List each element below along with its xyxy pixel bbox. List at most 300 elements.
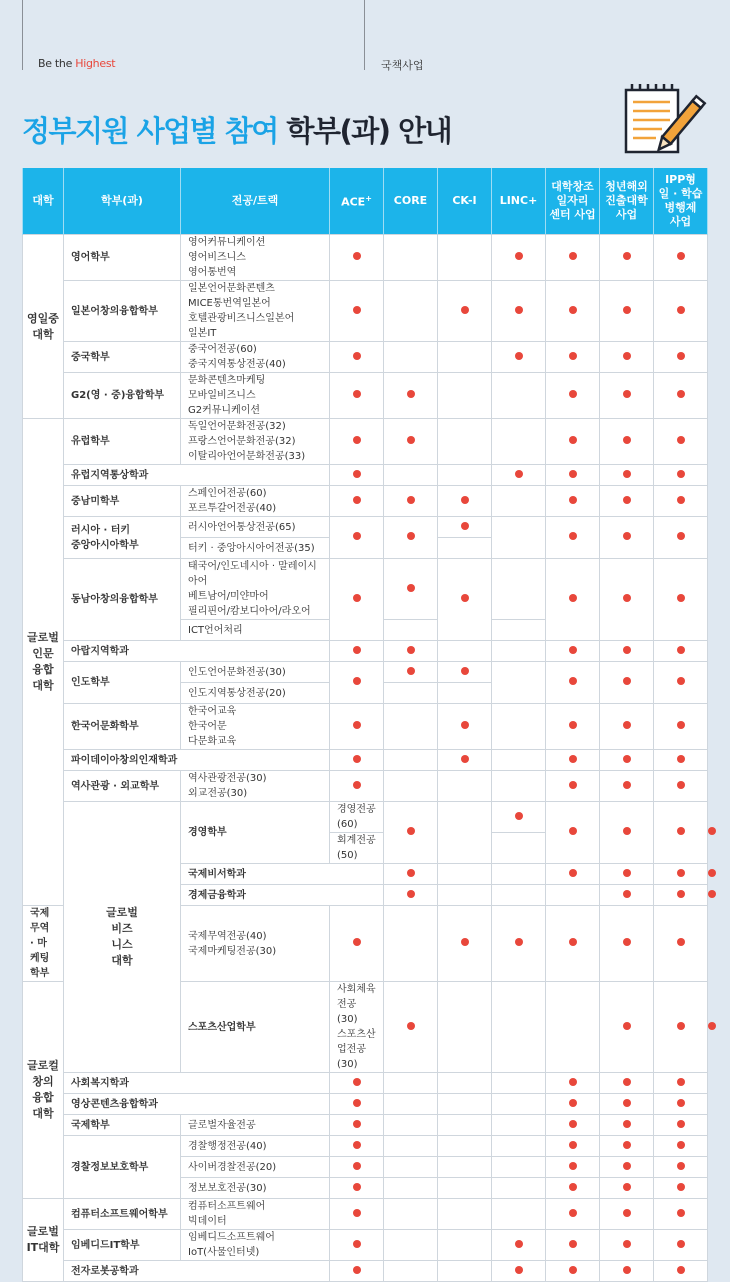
participation-cell bbox=[492, 641, 546, 662]
participation-cell bbox=[384, 802, 438, 864]
participation-cell bbox=[492, 1199, 546, 1230]
participation-cell bbox=[492, 1230, 546, 1261]
major-line: 이탈리아언어문화전공(33) bbox=[188, 451, 306, 462]
participation-dot bbox=[677, 306, 685, 314]
top-rule-left bbox=[22, 0, 23, 70]
participation-dot bbox=[461, 306, 469, 314]
participation-dot bbox=[569, 1078, 577, 1086]
participation-cell bbox=[492, 465, 546, 486]
table-row bbox=[23, 235, 708, 281]
participation-dot bbox=[461, 721, 469, 729]
major-line: 한국어교육 bbox=[188, 706, 237, 717]
participation-cell bbox=[546, 750, 600, 771]
table-row bbox=[23, 750, 708, 771]
participation-cell bbox=[654, 1199, 708, 1230]
participation-cell bbox=[600, 906, 654, 982]
brand-highlight: Highest bbox=[75, 57, 116, 70]
major-line: 스페인어전공(60) bbox=[188, 488, 267, 499]
university-line: 영일중 bbox=[27, 311, 59, 325]
participation-cell bbox=[546, 1115, 600, 1136]
university-line: 니스 bbox=[111, 938, 133, 951]
participation-cell bbox=[546, 864, 600, 885]
participation-dot bbox=[353, 677, 361, 685]
header-line: 센터 사업 bbox=[549, 208, 596, 221]
participation-cell bbox=[438, 982, 492, 1073]
participation-dot bbox=[353, 252, 361, 260]
brand-tagline bbox=[38, 57, 115, 70]
table-row bbox=[23, 517, 708, 538]
participation-cell bbox=[546, 342, 600, 373]
participation-cell bbox=[438, 235, 492, 281]
major-cell: 경찰행정전공(40) bbox=[181, 1136, 330, 1157]
major-line: 다문화교육 bbox=[188, 736, 237, 747]
participation-cell bbox=[654, 885, 708, 906]
major-line: 베트남어/미얀마어 bbox=[188, 591, 269, 602]
participation-cell bbox=[438, 342, 492, 373]
participation-dot bbox=[677, 1209, 685, 1217]
participation-cell bbox=[330, 517, 384, 559]
page-title bbox=[22, 109, 451, 150]
participation-cell bbox=[654, 342, 708, 373]
table-row bbox=[23, 1073, 708, 1094]
participation-cell bbox=[654, 1136, 708, 1157]
dept-cell: 아랍지역학과 bbox=[64, 641, 330, 662]
participation-cell bbox=[384, 982, 438, 1073]
participation-dot bbox=[708, 1022, 716, 1030]
participation-cell bbox=[330, 1157, 384, 1178]
participation-cell bbox=[492, 750, 546, 771]
participation-cell bbox=[600, 559, 654, 641]
participation-cell bbox=[438, 906, 492, 982]
participation-dot bbox=[407, 646, 415, 654]
participation-cell bbox=[330, 281, 384, 342]
participation-cell bbox=[654, 1115, 708, 1136]
participation-cell bbox=[600, 373, 654, 419]
header-line: 일 · 학습 bbox=[658, 187, 703, 200]
header-line: 진출대학 bbox=[605, 194, 648, 207]
major-line: 포르투갈어전공(40) bbox=[188, 503, 277, 514]
university-line: IT대학 bbox=[26, 1241, 60, 1254]
university-line: 대학 bbox=[32, 679, 54, 692]
participation-cell bbox=[492, 373, 546, 419]
header-ace bbox=[330, 168, 384, 235]
university-line: 글로벌 bbox=[27, 1225, 59, 1238]
major-cell: 터키 · 중앙아시아어전공(35) bbox=[181, 538, 330, 559]
dept-cell: 영어학부 bbox=[64, 235, 181, 281]
participation-cell bbox=[438, 1115, 492, 1136]
participation-cell bbox=[330, 1115, 384, 1136]
major-cell: 회계전공 (50) bbox=[330, 833, 384, 864]
participation-dot bbox=[569, 470, 577, 478]
major-line: 영어커뮤니케이션 bbox=[188, 237, 266, 248]
university-line: 인문 bbox=[32, 647, 54, 660]
participation-dot bbox=[677, 677, 685, 685]
header-dept: 학부(과) bbox=[64, 168, 181, 235]
participation-cell bbox=[492, 486, 546, 517]
participation-dot bbox=[515, 1266, 523, 1274]
participation-cell bbox=[654, 235, 708, 281]
participation-dot bbox=[623, 306, 631, 314]
participation-dot bbox=[623, 646, 631, 654]
participation-cell bbox=[384, 620, 438, 641]
participation-dot bbox=[461, 522, 469, 530]
major-cell bbox=[181, 1230, 330, 1261]
participation-cell bbox=[384, 342, 438, 373]
table-row bbox=[23, 419, 708, 465]
dept-cell: G2(영 · 중)융합학부 bbox=[64, 373, 181, 419]
participation-cell bbox=[654, 559, 708, 641]
participation-cell bbox=[438, 1136, 492, 1157]
participation-dot bbox=[677, 755, 685, 763]
participation-cell bbox=[600, 885, 654, 906]
participation-dot bbox=[623, 436, 631, 444]
major-line: 영어통번역 bbox=[188, 267, 237, 278]
university-cell bbox=[64, 802, 181, 1073]
participation-cell bbox=[654, 1261, 708, 1282]
participation-dot bbox=[353, 646, 361, 654]
participation-dot bbox=[353, 1162, 361, 1170]
dept-cell: 국제무역 · 마케팅학부 bbox=[23, 906, 64, 982]
major-line: 프랑스언어문화전공(32) bbox=[188, 436, 296, 447]
participation-cell bbox=[438, 802, 492, 864]
participation-cell bbox=[600, 1136, 654, 1157]
table-row bbox=[23, 373, 708, 419]
major-line: 컴퓨터소프트웨어 bbox=[188, 1201, 266, 1212]
dept-cell: 임베디드IT학부 bbox=[64, 1230, 181, 1261]
major-cell bbox=[181, 419, 330, 465]
participation-cell bbox=[492, 235, 546, 281]
participation-dot bbox=[677, 1183, 685, 1191]
major-line: 모바일비즈니스 bbox=[188, 390, 256, 401]
table-row bbox=[23, 486, 708, 517]
participation-cell bbox=[600, 235, 654, 281]
participation-cell bbox=[600, 771, 654, 802]
participation-cell bbox=[330, 1230, 384, 1261]
participation-dot bbox=[353, 436, 361, 444]
major-cell bbox=[181, 906, 330, 982]
participation-cell bbox=[492, 982, 546, 1073]
participation-cell bbox=[438, 559, 492, 641]
participation-cell bbox=[438, 1261, 492, 1282]
participation-cell bbox=[546, 802, 600, 864]
participation-cell bbox=[330, 750, 384, 771]
participation-dot bbox=[353, 781, 361, 789]
participation-cell bbox=[384, 1157, 438, 1178]
header-university: 대학 bbox=[23, 168, 64, 235]
table-row bbox=[23, 342, 708, 373]
participation-dot bbox=[623, 532, 631, 540]
participation-dot bbox=[407, 584, 415, 592]
dept-line: 중앙아시아학부 bbox=[71, 539, 139, 551]
participation-dot bbox=[677, 390, 685, 398]
participation-dot bbox=[569, 1209, 577, 1217]
participation-cell bbox=[546, 1157, 600, 1178]
university-line: 창의 bbox=[32, 1075, 54, 1088]
participation-cell bbox=[330, 1199, 384, 1230]
major-cell: 러시아언어통상전공(65) bbox=[181, 517, 330, 538]
participation-dot bbox=[623, 890, 631, 898]
participation-dot bbox=[623, 869, 631, 877]
participation-dot bbox=[677, 1266, 685, 1274]
major-cell bbox=[181, 235, 330, 281]
participation-cell bbox=[384, 1261, 438, 1282]
dept-cell: 영상콘텐츠융합학과 bbox=[64, 1094, 330, 1115]
header-line: 사업 bbox=[669, 215, 692, 228]
major-line: 호텔관광비즈니스일본어 bbox=[188, 313, 295, 324]
participation-dot bbox=[407, 436, 415, 444]
major-line: 스포츠산업전공(30) bbox=[337, 1029, 376, 1070]
dept-cell: 역사관광 · 외교학부 bbox=[64, 771, 181, 802]
participation-cell bbox=[546, 1094, 600, 1115]
participation-cell bbox=[600, 1157, 654, 1178]
major-cell: 인도지역통상전공(20) bbox=[181, 683, 330, 704]
participation-dot bbox=[353, 1141, 361, 1149]
participation-cell bbox=[384, 864, 438, 885]
participation-cell bbox=[600, 465, 654, 486]
participation-dot bbox=[623, 470, 631, 478]
participation-dot bbox=[515, 252, 523, 260]
table-row bbox=[23, 1261, 708, 1282]
participation-cell bbox=[330, 235, 384, 281]
participation-cell bbox=[492, 662, 546, 704]
participation-cell bbox=[654, 662, 708, 704]
participation-dot bbox=[623, 1183, 631, 1191]
dept-cell: 컴퓨터소프트웨어학부 bbox=[64, 1199, 181, 1230]
table-row bbox=[23, 662, 708, 683]
participation-dot bbox=[677, 532, 685, 540]
dept-cell: 인도학부 bbox=[64, 662, 181, 704]
participation-cell bbox=[438, 864, 492, 885]
participation-dot bbox=[677, 1141, 685, 1149]
participation-dot bbox=[677, 1120, 685, 1128]
participation-cell bbox=[330, 486, 384, 517]
table-row bbox=[23, 1136, 708, 1157]
university-cell bbox=[23, 982, 64, 1199]
participation-cell bbox=[330, 704, 384, 750]
table-row bbox=[23, 281, 708, 342]
participation-cell bbox=[438, 281, 492, 342]
participation-cell bbox=[330, 1136, 384, 1157]
participation-dot bbox=[353, 1240, 361, 1248]
participation-cell bbox=[600, 281, 654, 342]
participation-cell bbox=[330, 771, 384, 802]
participation-dot bbox=[353, 1078, 361, 1086]
participation-cell bbox=[384, 559, 438, 620]
major-line: MICE통번역일본어 bbox=[188, 298, 271, 309]
dept-cell: 국제학부 bbox=[64, 1115, 181, 1136]
participation-cell bbox=[492, 620, 546, 641]
participation-dot bbox=[569, 721, 577, 729]
participation-dot bbox=[569, 1162, 577, 1170]
major-cell: 사이버경찰전공(20) bbox=[181, 1157, 330, 1178]
table-row bbox=[23, 802, 708, 833]
participation-dot bbox=[569, 1099, 577, 1107]
section-label: 국책사업 bbox=[381, 59, 424, 72]
dept-cell: 일본어창의융합학부 bbox=[64, 281, 181, 342]
participation-dot bbox=[623, 755, 631, 763]
participation-cell bbox=[654, 1178, 708, 1199]
participation-cell bbox=[600, 750, 654, 771]
participation-dot bbox=[569, 436, 577, 444]
participation-dot bbox=[569, 252, 577, 260]
university-line: 대학 bbox=[32, 1107, 54, 1120]
participation-cell bbox=[546, 235, 600, 281]
dept-cell: 동남아창의융합학부 bbox=[64, 559, 181, 641]
participation-cell bbox=[654, 802, 708, 864]
participation-dot bbox=[515, 1240, 523, 1248]
dept-cell: 파이데이아창의인재학과 bbox=[64, 750, 330, 771]
participation-dot bbox=[353, 1209, 361, 1217]
major-line: 외교전공(30) bbox=[188, 788, 248, 799]
participation-cell bbox=[384, 1115, 438, 1136]
participation-cell bbox=[492, 906, 546, 982]
participation-cell bbox=[546, 771, 600, 802]
participation-dot bbox=[677, 594, 685, 602]
participation-cell bbox=[600, 802, 654, 864]
participation-cell bbox=[492, 704, 546, 750]
major-cell: 정보보호전공(30) bbox=[181, 1178, 330, 1199]
major-line: 독일언어문화전공(32) bbox=[188, 421, 286, 432]
participation-cell bbox=[492, 1115, 546, 1136]
participation-cell bbox=[330, 1261, 384, 1282]
participation-cell bbox=[546, 281, 600, 342]
participation-cell bbox=[600, 1094, 654, 1115]
title-blue: 정부지원 사업별 참여 bbox=[22, 114, 278, 148]
participation-cell bbox=[492, 885, 546, 906]
participation-cell bbox=[492, 771, 546, 802]
participation-cell bbox=[492, 1136, 546, 1157]
participation-cell bbox=[492, 1178, 546, 1199]
participation-cell bbox=[600, 641, 654, 662]
participation-cell bbox=[438, 465, 492, 486]
major-cell bbox=[181, 559, 330, 620]
major-cell bbox=[181, 342, 330, 373]
participation-cell bbox=[654, 465, 708, 486]
participation-cell bbox=[492, 559, 546, 620]
participation-cell bbox=[546, 662, 600, 704]
major-line: 문화콘텐츠마케팅 bbox=[188, 375, 266, 386]
header-cki: CK-I bbox=[438, 168, 492, 235]
major-line: 중국지역통상전공(40) bbox=[188, 359, 286, 370]
participation-cell bbox=[492, 802, 546, 833]
participation-dot bbox=[353, 470, 361, 478]
major-cell: 경영전공(60) bbox=[330, 802, 384, 833]
table-row bbox=[23, 1230, 708, 1261]
participation-dot bbox=[569, 827, 577, 835]
major-line: 국제마케팅전공(30) bbox=[188, 945, 277, 957]
participation-dot bbox=[677, 252, 685, 260]
participation-dot bbox=[353, 938, 361, 946]
major-cell: 인도언어문화전공(30) bbox=[181, 662, 330, 683]
participation-dot bbox=[569, 677, 577, 685]
participation-cell bbox=[492, 1094, 546, 1115]
participation-dot bbox=[569, 306, 577, 314]
participation-cell bbox=[438, 771, 492, 802]
participation-cell bbox=[438, 538, 492, 559]
major-line: G2커뮤니케이션 bbox=[188, 405, 261, 416]
participation-cell bbox=[600, 982, 654, 1073]
participation-cell bbox=[546, 465, 600, 486]
participation-cell bbox=[546, 1230, 600, 1261]
participation-dot bbox=[407, 496, 415, 504]
participation-cell bbox=[600, 1115, 654, 1136]
participation-dot bbox=[623, 1078, 631, 1086]
participation-cell bbox=[330, 1094, 384, 1115]
participation-dot bbox=[677, 1162, 685, 1170]
participation-cell bbox=[438, 419, 492, 465]
participation-dot bbox=[569, 352, 577, 360]
title-dark: 학부(과) 안내 bbox=[277, 114, 452, 148]
participation-dot bbox=[623, 1209, 631, 1217]
participation-dot bbox=[677, 1240, 685, 1248]
participation-cell bbox=[654, 419, 708, 465]
major-cell bbox=[181, 281, 330, 342]
participation-dot bbox=[623, 390, 631, 398]
participation-cell bbox=[600, 864, 654, 885]
university-line: 대학 bbox=[111, 954, 133, 967]
participation-dot bbox=[569, 755, 577, 763]
participation-cell bbox=[600, 517, 654, 559]
participation-dot bbox=[623, 1141, 631, 1149]
major-line: 역사관광전공(30) bbox=[188, 773, 267, 784]
participation-cell bbox=[384, 1230, 438, 1261]
participation-dot bbox=[353, 352, 361, 360]
participation-cell bbox=[384, 704, 438, 750]
header-job-center bbox=[546, 168, 600, 235]
participation-cell bbox=[438, 1157, 492, 1178]
major-line: 임베디드소프트웨어 bbox=[188, 1232, 275, 1243]
participation-cell bbox=[438, 1199, 492, 1230]
participation-cell bbox=[492, 419, 546, 465]
table-row bbox=[23, 704, 708, 750]
participation-cell bbox=[330, 342, 384, 373]
participation-dot bbox=[353, 532, 361, 540]
university-line: 글로컬 bbox=[27, 1059, 59, 1072]
participation-dot bbox=[623, 252, 631, 260]
university-line: 융합 bbox=[32, 1091, 54, 1104]
participation-dot bbox=[569, 938, 577, 946]
participation-dot bbox=[353, 1183, 361, 1191]
participation-dot bbox=[353, 306, 361, 314]
participation-cell bbox=[600, 1199, 654, 1230]
header-core: CORE bbox=[384, 168, 438, 235]
table-row bbox=[23, 1199, 708, 1230]
participation-cell bbox=[438, 885, 492, 906]
header-line: 병행제 bbox=[664, 201, 697, 214]
table-header-row bbox=[23, 168, 708, 235]
major-line: 필리핀어/캄보디아어/라오어 bbox=[188, 606, 311, 617]
participation-dot bbox=[677, 470, 685, 478]
participation-cell bbox=[600, 419, 654, 465]
participation-dot bbox=[353, 594, 361, 602]
participation-cell bbox=[384, 373, 438, 419]
participation-cell bbox=[654, 641, 708, 662]
participation-cell bbox=[384, 1136, 438, 1157]
program-table bbox=[22, 168, 708, 1282]
participation-cell bbox=[384, 465, 438, 486]
participation-dot bbox=[407, 890, 415, 898]
participation-dot bbox=[569, 496, 577, 504]
participation-dot bbox=[708, 827, 716, 835]
participation-cell bbox=[438, 662, 492, 683]
dept-cell: 국제비서학과 bbox=[181, 864, 384, 885]
participation-cell bbox=[384, 906, 438, 982]
major-line: 사회체육전공(30) bbox=[337, 984, 376, 1025]
university-cell bbox=[23, 235, 64, 419]
participation-cell bbox=[438, 1178, 492, 1199]
participation-dot bbox=[353, 496, 361, 504]
dept-cell: 경영학부 bbox=[181, 802, 330, 864]
